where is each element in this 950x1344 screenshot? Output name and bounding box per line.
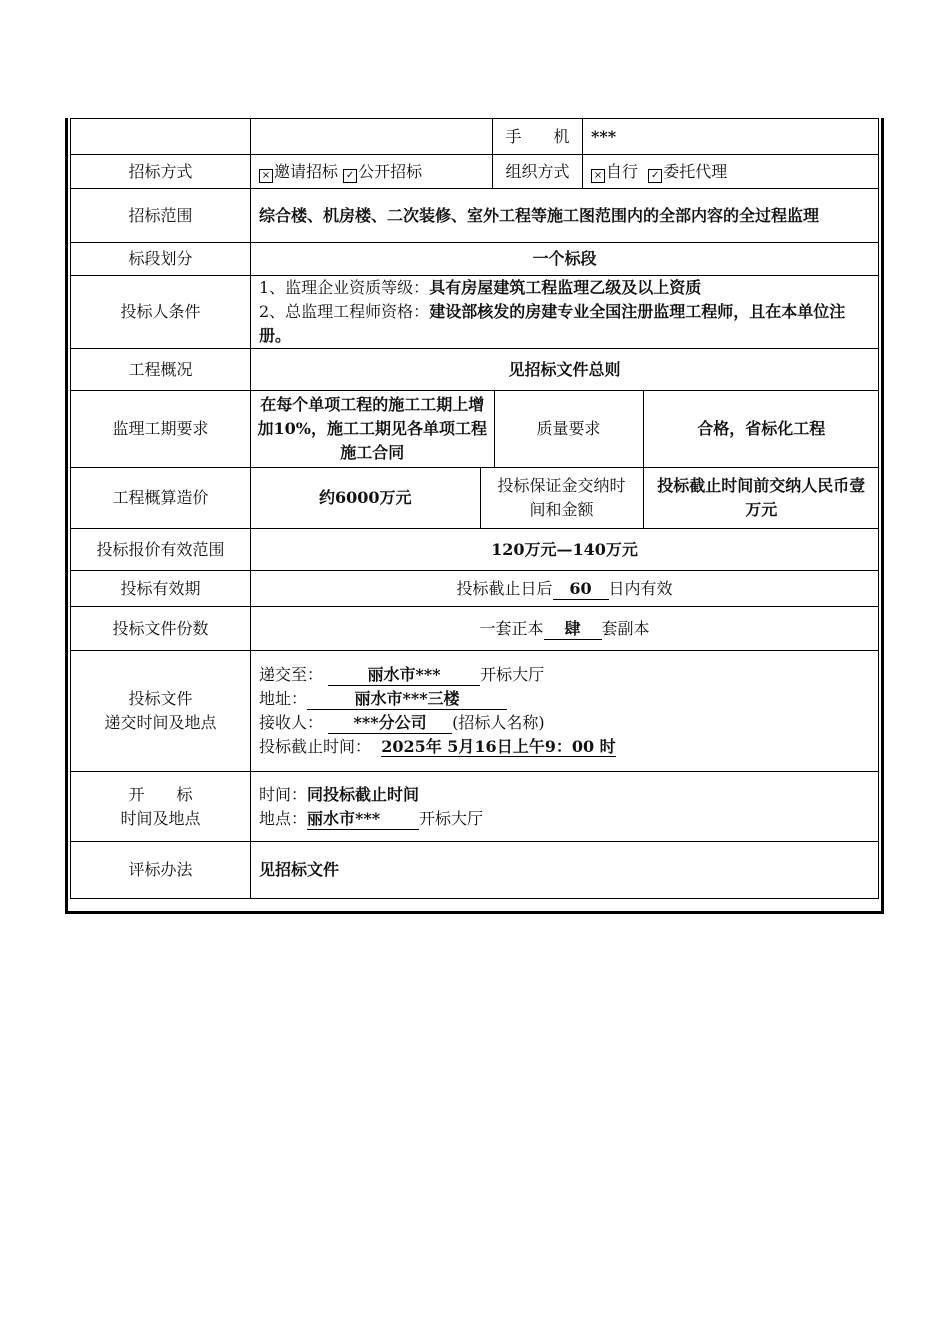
qualification-prefix-1: 1、监理企业资质等级： [259,278,430,297]
deadline-line [259,735,870,759]
org-options [583,155,879,189]
opening-time-value: 同投标截止时间 [307,784,420,804]
table-row [71,772,879,842]
receiver-suffix: (招标人名称) [452,713,545,732]
overview-value: 见招标文件总则 [251,349,879,391]
opening-label-line-1: 开 标 [128,784,193,804]
section-label: 标段划分 [71,243,251,276]
tender-info-table [70,118,879,899]
validity-days-field: 60 [553,579,609,600]
cost-inner-table [251,468,879,528]
copies-suffix: 套副本 [601,618,650,638]
evaluation-value: 见招标文件 [251,842,879,899]
submit-to-field: 丽水市*** [328,665,480,686]
deposit-label: 投标保证金交纳时间和金额 [480,468,643,528]
quality-label: 质量要求 [494,391,643,467]
self-checkbox[interactable]: × [591,169,605,183]
cost-label: 工程概算造价 [71,468,251,529]
submit-to-suffix: 开标大厅 [480,665,545,684]
period-group [251,391,879,468]
table-row [71,571,879,607]
method-label: 招标方式 [71,155,251,189]
validity-value [251,571,879,607]
deadline-label: 投标截止时间： [259,737,372,756]
validity-label: 投标有效期 [71,571,251,607]
agent-option-label: 委托代理 [663,161,728,181]
opening-place-field: 丽水市*** [307,809,419,830]
opening-time-line [259,783,870,807]
evaluation-label: 评标办法 [71,842,251,899]
copies-label: 投标文件份数 [71,607,251,651]
receiver-line [259,711,870,735]
overview-label: 工程概况 [71,349,251,391]
table-row [71,276,879,349]
cost-group [251,468,879,529]
period-value: 在每个单项工程的施工工期上增加10%，施工工期见各单项工程施工合同 [251,391,494,467]
self-option-label: 自行 [606,161,639,181]
opening-details [251,772,879,842]
validity-prefix: 投标截止日后 [456,578,553,598]
submit-to-label: 递交至： [259,665,324,684]
cost-value: 约6000万元 [251,468,480,528]
table-row [71,842,879,899]
qualification-value [251,276,879,349]
submission-details [251,651,879,772]
table-row [71,607,879,651]
table-row [71,651,879,772]
address-label: 地址： [259,689,308,708]
scope-label: 招标范围 [71,189,251,243]
empty-cell [71,119,251,155]
phone-label: 手 机 [493,119,583,155]
opening-place-label: 地点： [259,808,308,828]
invite-option-label: 邀请招标 [274,161,339,181]
phone-value: *** [583,119,879,155]
period-label: 监理工期要求 [71,391,251,468]
table-row [71,529,879,571]
opening-time-label: 时间： [259,784,308,804]
qualification-text-2: 建设部核发的房建专业全国注册监理工程师，且在本单位注册。 [259,302,846,345]
opening-label-line-2: 时间及地点 [120,808,201,828]
table-row [71,189,879,243]
deposit-value: 投标截止时间前交纳人民币壹万元 [643,468,879,528]
validity-suffix: 日内有效 [608,578,673,598]
deadline-field: 2025年 5月16日上午9：00 时 [381,737,616,756]
open-option-label: 公开招标 [358,161,423,181]
empty-cell [251,119,493,155]
submit-to-line [259,663,870,687]
copies-prefix: 一套正本 [479,618,544,638]
qualification-text-1: 具有房屋建筑工程监理乙级及以上资质 [429,278,702,297]
table-row [71,243,879,276]
submission-label [71,651,251,772]
invite-checkbox[interactable]: × [259,169,273,183]
period-inner-table [251,391,879,467]
open-checkbox[interactable]: ✓ [343,169,357,183]
table-row [71,155,879,189]
address-field: 丽水市***三楼 [307,689,507,710]
method-options [251,155,493,189]
org-label: 组织方式 [493,155,583,189]
receiver-field: ***分公司 [328,713,452,734]
copies-count-field: 肆 [544,619,602,640]
scope-value: 综合楼、机房楼、二次装修、室外工程等施工图范围内的全部内容的全过程监理 [251,189,879,243]
agent-checkbox[interactable]: ✓ [648,169,662,183]
price-range-value: 120万元—140万元 [251,529,879,571]
qualification-label: 投标人条件 [71,276,251,349]
receiver-label: 接收人： [259,713,324,732]
qualification-line-2 [259,300,870,348]
table-row [71,391,879,468]
table-row [71,119,879,155]
address-line [259,687,870,711]
opening-label [71,772,251,842]
price-range-label: 投标报价有效范围 [71,529,251,571]
table-row [71,468,879,529]
section-value: 一个标段 [251,243,879,276]
qualification-prefix-2: 2、总监理工程师资格： [259,302,430,321]
table-row [71,349,879,391]
submission-label-line-1: 投标文件 [128,689,193,708]
qualification-line-1 [259,276,870,300]
opening-place-line [259,807,870,831]
submission-label-line-2: 递交时间及地点 [104,713,217,732]
opening-place-suffix: 开标大厅 [419,808,484,828]
copies-value [251,607,879,651]
quality-value: 合格，省标化工程 [643,391,879,467]
